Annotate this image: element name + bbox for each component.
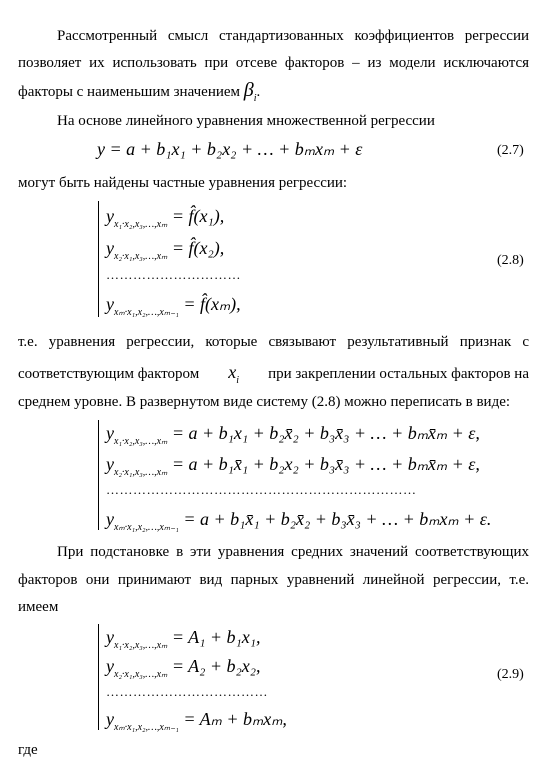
sysexp-row2-rhs: = a + b₁x̄₁ + b₂x₂ + b₃x̄₃ + … + bₘx̄ₘ + ε, xyxy=(171,454,480,474)
para3-line1: т.е. уравнения регрессии, которые связывают результативный признак с xyxy=(18,334,529,350)
sysexp-row1-rhs: = a + b₁x₁ + b₂x̄₂ + b₃x̄₃ + … + bₘx̄ₘ + ε, xyxy=(171,423,480,443)
system-2-8-row1: $y_{x_1\cdot x_2,x_3,\dots,x_m}$ = f̂(x₁), xyxy=(106,206,225,230)
system-expanded-row3: $y_{x_m\cdot x_1,x_2,\dots,x_{m-1}} = a$ + b₁x̄₁ + b₂x̄₂ + b₃x̄₃ + … + bₘxₘ + ε. xyxy=(106,509,492,533)
para3-line2-start: соответствующим фактором xyxy=(18,366,200,382)
x-i-symbol xyxy=(228,362,239,391)
para1-line3-text: факторы с наименьшим значением xyxy=(18,84,241,100)
equation-number-2-8: (2.8) xyxy=(497,253,524,268)
system-expanded-dots: …………………………………………………………… xyxy=(106,482,417,497)
beta-symbol: β xyxy=(243,79,254,101)
sys28-row3-sub: xₘ·x₁,x₂,…,xₘ₋₁ xyxy=(114,307,179,318)
sysexp-row3-sub: xₘ·x₁,x₂,…,xₘ₋₁ xyxy=(114,522,179,533)
beta-subscript: i xyxy=(253,93,257,104)
sys29-row1-rhs: = A₁ + b₁x₁, xyxy=(171,627,261,647)
partial-equations-line: могут быть найдены частные уравнения регрессии: xyxy=(18,175,348,191)
system-expanded-row1: $y_{x_1\cdot x_2,x_3,\dots,x_m} = a + b_1x_1$ + b₂x̄₂ + b₃x̄₃ + … + bₘx̄ₘ + ε, xyxy=(106,423,480,447)
sysexp-row1-sub: x₁·x₂,x₃,…,xₘ xyxy=(114,436,168,447)
where-label: где xyxy=(18,742,38,758)
system-2-8-dots: ………………………… xyxy=(106,267,241,282)
sys29-row3-rhs: = Aₘ + bₘxₘ, xyxy=(183,709,287,729)
sysexp-row2-sub: x₂·x₁,x₃,…,xₘ xyxy=(114,467,168,478)
system-2-9-row1: $y_{x_1\cdot x_2,x_3,\dots,x_m} = A_1 + b_1x_1$, xyxy=(106,627,261,651)
system-2-8-brace xyxy=(98,201,105,317)
system-2-8-row3: $y_{x_m\cdot x_1,x_2,\dots,x_{m-1}}$ = f̂(xₘ), xyxy=(106,294,241,318)
para3-line3: среднем уровне. В развернутом виде систему (2.8) можно переписать в виде: xyxy=(18,394,511,410)
system-2-9-row2: $y_{x_2\cdot x_1,x_3,\dots,x_m} = A_2 + b_2x_2$, xyxy=(106,656,261,680)
sys29-row2-sub: x₂·x₁,x₃,…,xₘ xyxy=(114,669,168,680)
equation-number-2-9: (2.9) xyxy=(497,667,524,682)
system-expanded-row2: $y_{x_2\cdot x_1,x_3,\dots,x_m} = a$ + b₁x̄₁ + b₂x₂ + b₃x̄₃ + … + bₘx̄ₘ + ε, xyxy=(106,454,480,478)
equation-2-7: y = a + b₁x₁ + b₂x₂ + … + bₘxₘ + ε xyxy=(97,139,363,159)
system-2-9-brace xyxy=(98,624,105,730)
sys29-row1-sub: x₁·x₂,x₃,…,xₘ xyxy=(114,640,168,651)
system-expanded-brace xyxy=(98,420,105,530)
sys28-row2-rhs: = f̂(x₂), xyxy=(171,238,225,258)
sys28-row1-rhs: = f̂(x₁), xyxy=(171,206,225,226)
sys29-row2-rhs: = A₂ + b₂x₂, xyxy=(171,656,261,676)
equation-number-2-7: (2.7) xyxy=(497,143,524,158)
para2-line: На основе линейного уравнения множественной регрессии xyxy=(57,113,435,129)
para3-line2 xyxy=(18,362,529,391)
sysexp-row3-rhs: = a + b₁x̄₁ + b₂x̄₂ + b₃x̄₃ + … + bₘxₘ + ε. xyxy=(183,509,492,529)
system-2-9-row3: $y_{x_m\cdot x_1,x_2,\dots,x_{m-1}} = A_m + b_mx_m$, xyxy=(106,709,287,733)
para4-line1: При подстановке в эти уравнения средних значений соответствующих xyxy=(57,544,529,560)
para1-line1: Рассмотренный смысл стандартизованных коэффициентов регрессии xyxy=(57,28,529,44)
para4-line3: имеем xyxy=(18,599,59,615)
sys28-row2-sub: x₂·x₁,x₃,…,xₘ xyxy=(114,251,168,262)
para4-line2: факторов они принимают вид парных уравнений линейной регрессии, т.е. xyxy=(18,572,529,588)
system-2-9-dots: ……………………………… xyxy=(106,684,268,699)
x-subscript: i xyxy=(236,375,240,386)
sys28-row3-rhs: = f̂(xₘ), xyxy=(183,294,241,314)
x-symbol: x xyxy=(228,362,237,382)
para1-period: . xyxy=(256,84,261,100)
sys28-row1-sub: x₁·x₂,x₃,…,xₘ xyxy=(114,219,168,230)
system-2-8-row2: $y_{x_2\cdot x_1,x_3,\dots,x_m}$ = f̂(x₂), xyxy=(106,238,225,262)
para3-line2-end: при закреплении остальных факторов на xyxy=(268,366,529,382)
para1-line2: позволяет их использовать при отсеве факторов – из модели исключаются xyxy=(18,55,529,71)
sys29-row3-sub: xₘ·x₁,x₂,…,xₘ₋₁ xyxy=(114,722,179,733)
para1-line3 xyxy=(18,80,260,109)
